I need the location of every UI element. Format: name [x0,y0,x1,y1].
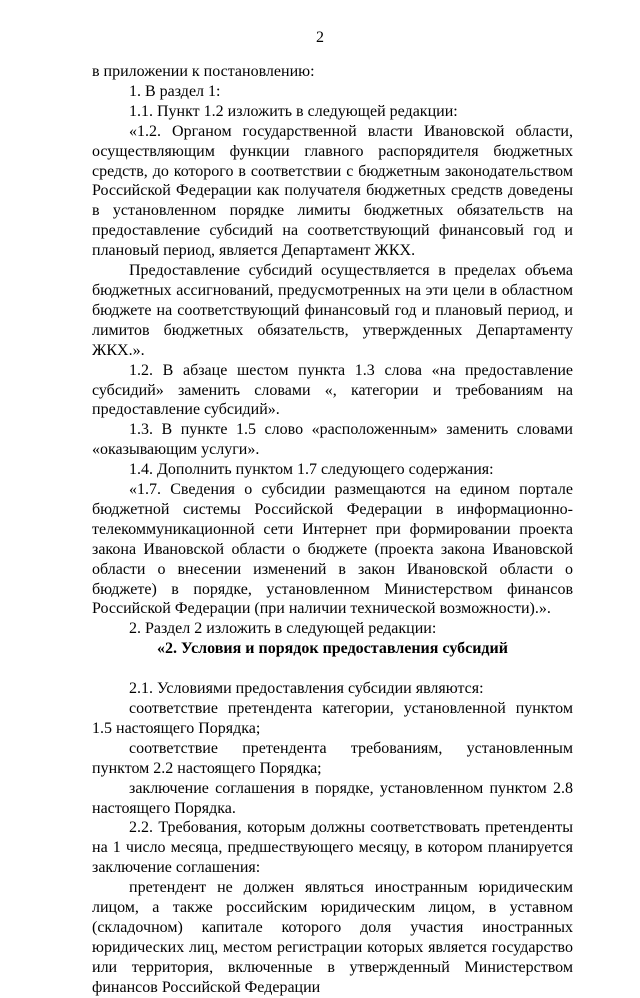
paragraph: 1.4. Дополнить пунктом 1.7 следующего содержания: [129,461,494,479]
paragraph: в приложении к постановлению: [92,63,315,80]
paragraph: соответствие претендента категории, установленной пунктом 1.5 настоящего Порядка; [92,699,573,737]
paragraph: 2. Раздел 2 изложить в следующей редакции: [129,620,437,638]
paragraph: 1.3. В пункте 1.5 слово «расположенным» заменить словами «оказывающим услуги». [92,421,573,459]
paragraph: «1.7. Сведения о субсидии размещаются на едином портале бюджетной системы Российской Федерации в информационно-телекоммуникационной сети Интернет при формировании проекта закона Ивановской области о бюджете (проекта закона Ивановской области о внесении изменений в закон Ивановской области о бюджете) в порядке, установленном Министерством финансов Российской Федерации (при наличии технической возможности).». [92,481,573,618]
paragraph: 1.2. В абзаце шестом пункта 1.3 слова «на предоставление субсидий» заменить словами «, категории и требованиям на предоставление субсидий». [92,361,573,419]
paragraph: претендент не должен являться иностранным юридическим лицом, а также российским юридическим лицом, в уставном (складочном) капитале которого доля участия иностранных юридических лиц, местом регистрации которых является государство или территория, включенные в утвержденный Министерством финансов Российской Федерации [92,879,573,996]
paragraph: соответствие претендента требованиям, установленным пунктом 2.2 настоящего Порядка; [92,739,573,777]
paragraph: 2.1. Условиями предоставления субсидии являются: [129,680,484,698]
document-body [92,62,573,998]
section-heading: «2. Условия и порядок предоставления субсидий [157,640,508,658]
paragraph: Предоставление субсидий осуществляется в пределах объема бюджетных ассигнований, предусмотренных на эти цели в областном бюджете на соответствующий финансовый год и плановый период, и лимитов бюджетных обязательств, утвержденных Департаменту ЖКХ.». [92,262,573,359]
paragraph: 2.2. Требования, которым должны соответствовать претенденты на 1 число месяца, предшествующего месяцу, в котором планируется заключение соглашения: [92,819,573,877]
paragraph: 1.1. Пункт 1.2 изложить в следующей редакции: [129,102,458,120]
paragraph: 1. В раздел 1: [129,82,221,100]
paragraph: «1.2. Органом государственной власти Ивановской области, осуществляющим функции главного распорядителя бюджетных средств, до которого в соответствии с бюджетным законодательством Российской Федерации как получателя бюджетных средств доведены в установленном порядке лимиты бюджетных обязательств на предоставление субсидий на соответствующий финансовый год и плановый период, является Департамент ЖКХ. [92,122,573,260]
page-number: 2 [316,29,324,46]
paragraph: заключение соглашения в порядке, установленном пунктом 2.8 настоящего Порядка. [92,779,573,817]
